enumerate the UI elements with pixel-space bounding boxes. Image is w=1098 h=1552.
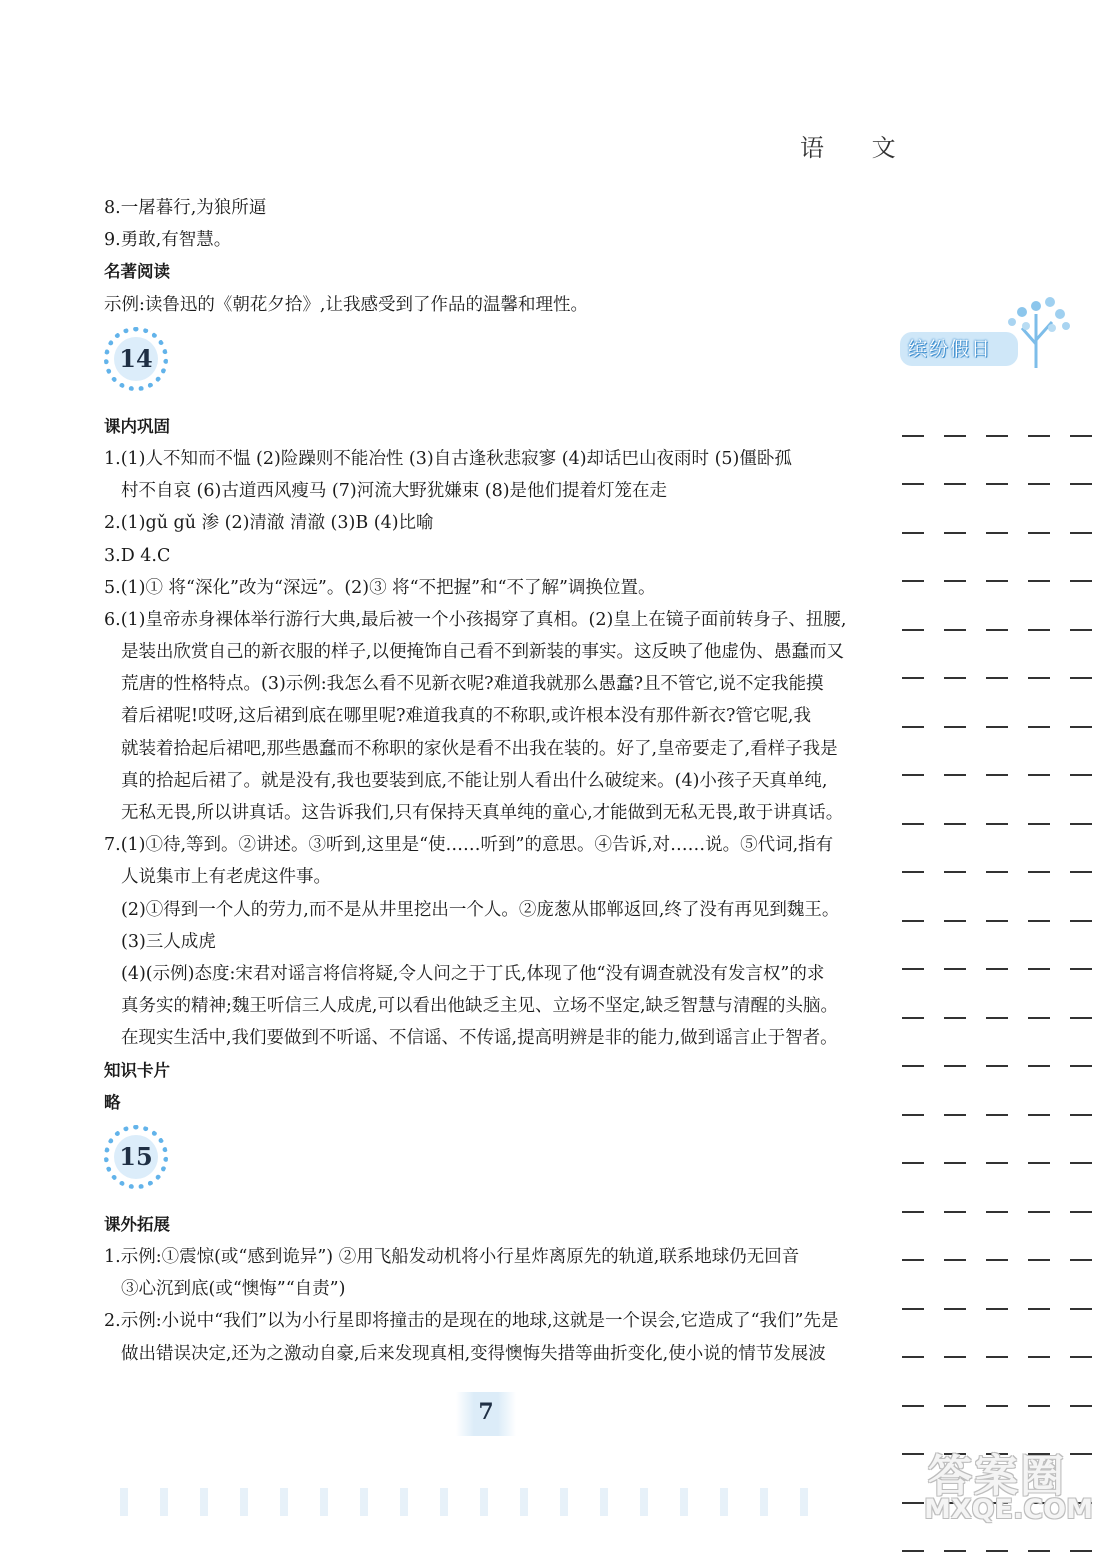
- text-line: 略: [104, 1087, 876, 1119]
- lesson-number: 14: [114, 337, 158, 381]
- lesson-number: 15: [114, 1135, 158, 1179]
- text-line: 是装出欣赏自己的新衣服的样子,以便掩饰自己看不到新装的事实。这反映了他虚伪、愚蠢而又: [104, 636, 876, 668]
- text-line: (2)①得到一个人的劳力,而不是从井里挖出一个人。②庞葱从邯郸返回,终了没有再见到魏王。: [104, 894, 876, 926]
- text-line: 荒唐的性格特点。(3)示例:我怎么看不见新衣呢?难道我就那么愚蠢?且不管它,说不定我能摸: [104, 668, 876, 700]
- section-heading: 课内巩固: [104, 411, 876, 443]
- margin-line: [902, 485, 1092, 534]
- section-heading: 知识卡片: [104, 1055, 876, 1087]
- margin-line: [902, 873, 1092, 922]
- margin-line: [902, 1310, 1092, 1359]
- margin-line: [902, 1261, 1092, 1310]
- lesson-number-badge: [104, 327, 168, 391]
- margin-line: [902, 1164, 1092, 1213]
- text-line: 真的拾起后裙了。就是没有,我也要装到底,不能让别人看出什么破绽来。(4)小孩子天真单纯,: [104, 765, 876, 797]
- margin-line: [902, 631, 1092, 680]
- margin-line: [902, 534, 1092, 583]
- margin-note-lines: [902, 388, 1092, 1552]
- tree-icon: [1000, 296, 1076, 368]
- margin-line: [902, 728, 1092, 777]
- margin-line: [902, 970, 1092, 1019]
- text-line: 做出错误决定,还为之激动自豪,后来发现真相,变得懊悔失措等曲折变化,使小说的情节发展波: [104, 1338, 876, 1370]
- text-line: 着后裙呢!哎呀,这后裙到底在哪里呢?难道我真的不称职,或许根本没有那件新衣?管它呢,我: [104, 700, 876, 732]
- brand-logo: [900, 296, 1078, 372]
- text-line: 1.(1)人不知而不愠 (2)险躁则不能冶性 (3)自古逢秋悲寂寥 (4)却话巴山夜雨时 (5)僵卧孤: [104, 443, 876, 475]
- margin-line: [902, 1213, 1092, 1262]
- margin-line: [902, 1358, 1092, 1407]
- watermark-text-bottom: MXQE.COM: [924, 1494, 1093, 1525]
- text-line: (3)三人成虎: [104, 926, 876, 958]
- margin-line: [902, 922, 1092, 971]
- text-line: 无私无畏,所以讲真话。这告诉我们,只有保持天真单纯的童心,才能做到无私无畏,敢于讲真话。: [104, 797, 876, 829]
- section-heading: 课外拓展: [104, 1209, 876, 1241]
- margin-line: [902, 437, 1092, 486]
- margin-line: [902, 679, 1092, 728]
- text-line: ③心沉到底(或“懊悔”“自责”): [104, 1273, 876, 1305]
- lesson-14-badge-row: [104, 321, 876, 411]
- text-line: 村不自哀 (6)古道西风瘦马 (7)河流大野犹嫌束 (8)是他们提着灯笼在走: [104, 475, 876, 507]
- brand-label: 缤纷假日: [908, 332, 992, 366]
- margin-line: [902, 582, 1092, 631]
- subject-title: 语 文: [800, 128, 916, 163]
- text-line: 示例:读鲁迅的《朝花夕拾》,让我感受到了作品的温馨和理性。: [104, 289, 876, 321]
- text-line: 6.(1)皇帝赤身裸体举行游行大典,最后被一个小孩揭穿了真相。(2)皇上在镜子面前转身子、扭腰,: [104, 604, 876, 636]
- text-line: 就装着拾起后裙吧,那些愚蠢而不称职的家伙是看不出我在装的。好了,皇帝要走了,看样子我是: [104, 733, 876, 765]
- margin-line: [902, 776, 1092, 825]
- text-line: (4)(示例)态度:宋君对谣言将信将疑,令人问之于丁氏,体现了他“没有调查就没有发言权”的求: [104, 958, 876, 990]
- lesson-number-badge: [104, 1125, 168, 1189]
- section-heading: 名著阅读: [104, 256, 876, 288]
- text-line: 1.示例:①震惊(或“感到诡异”) ②用飞船发动机将小行星炸离原先的轨道,联系地球仍无回音: [104, 1241, 876, 1273]
- text-line: 人说集市上有老虎这件事。: [104, 861, 876, 893]
- text-line: 7.(1)①待,等到。②讲述。③听到,这里是“使……听到”的意思。④告诉,对……说。⑤代词,指有: [104, 829, 876, 861]
- margin-line: [902, 825, 1092, 874]
- text-line: 2.示例:小说中“我们”以为小行星即将撞击的是现在的地球,这就是一个误会,它造成了“我们”先是: [104, 1305, 876, 1337]
- page-number: 7: [456, 1392, 516, 1436]
- lesson-15-badge-row: [104, 1119, 876, 1209]
- watermark-logo: [922, 1434, 1098, 1534]
- text-line: 8.一屠暮行,为狼所逼: [104, 192, 876, 224]
- text-line: 在现实生活中,我们要做到不听谣、不信谣、不传谣,提高明辨是非的能力,做到谣言止于智者。: [104, 1022, 876, 1054]
- text-line: 9.勇敢,有智慧。: [104, 224, 876, 256]
- margin-line: [902, 388, 1092, 437]
- text-line: 3.D 4.C: [104, 540, 876, 572]
- text-line: 真务实的精神;魏王听信三人成虎,可以看出他缺乏主见、立场不坚定,缺乏智慧与清醒的头脑。: [104, 990, 876, 1022]
- text-line: 2.(1)gǔ gǔ 渗 (2)清澈 清澈 (3)B (4)比喻: [104, 507, 876, 539]
- margin-line: [902, 1019, 1092, 1068]
- bottom-decoration: [120, 1488, 820, 1516]
- watermark-text-top: 答案圈: [928, 1440, 1066, 1504]
- answer-content: [104, 192, 876, 1370]
- margin-line: [902, 1067, 1092, 1116]
- margin-line: [902, 1116, 1092, 1165]
- text-line: 5.(1)① 将“深化”改为“深远”。(2)③ 将“不把握”和“不了解”调换位置。: [104, 572, 876, 604]
